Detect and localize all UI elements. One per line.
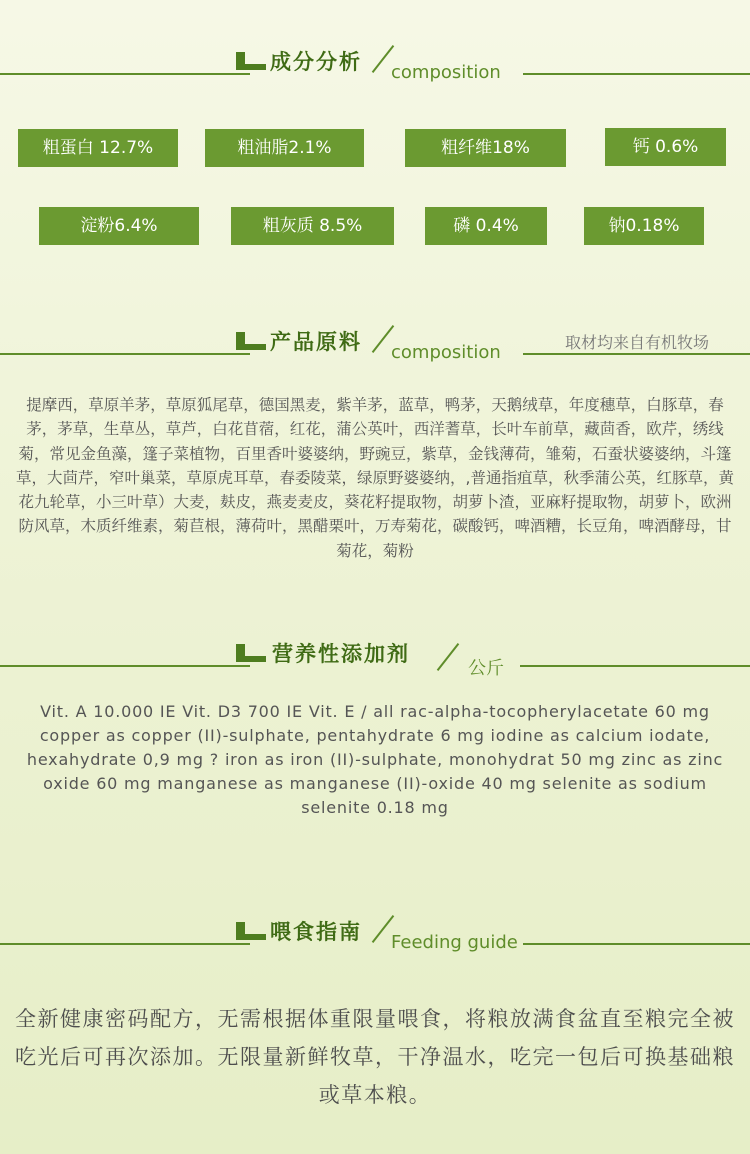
nutrient-badge: 淀粉6.4% (39, 207, 199, 245)
bracket-icon (236, 644, 266, 662)
header-line-left (0, 665, 250, 667)
nutrient-badge: 粗蛋白 12.7% (18, 129, 178, 167)
slash-divider (437, 643, 460, 671)
feeding-text: 全新健康密码配方，无需根据体重限量喂食，将粮放满食盆直至粮完全被吃光后可再次添加。无限量新鲜牧草，干净温水，吃完一包后可换基础粮或草本粮。 (15, 1007, 735, 1107)
section-subtitle: composition (391, 62, 501, 83)
composition-header (0, 40, 750, 100)
ingredients-header (0, 320, 750, 380)
header-line-right (523, 943, 750, 945)
bracket-icon (236, 922, 266, 940)
nutrient-badge: 钙 0.6% (605, 128, 726, 166)
header-line-right (523, 73, 750, 75)
bracket-icon (236, 332, 266, 350)
section-subtitle: composition (391, 342, 501, 363)
nutrient-badge: 钠0.18% (584, 207, 704, 245)
bracket-icon (236, 52, 266, 70)
section-subtitle: Feeding guide (391, 932, 518, 953)
nutrient-badge: 粗油脂2.1% (205, 129, 364, 167)
section-title: 产品原料 (270, 330, 362, 354)
additives-text: Vit. A 10.000 IE Vit. D3 700 IE Vit. E / all rac-alpha-tocopherylacetate 60 mg copper as copper (II)-sulphate, pentahydrate 6 mg iodine as calcium iodate, hexahydrate 0,9 mg ? iron as iron (II)-sulphate, monohydrat 50 mg zinc as zinc oxide 60 mg manganese as manganese (II)-oxide 40 mg selenite as sodium selenite 0.18 mg (26, 702, 724, 817)
ingredients-text: 提摩西，草原羊茅，草原狐尾草，德国黑麦，紫羊茅，蓝草，鸭茅，天鹅绒草，年度穗草，白豚草，春茅，茅草，生草丛，草芦，白花苜蓿，红花，蒲公英叶，西洋蓍草，长叶车前草，藏茴香，欧芹，绣线菊，常见金鱼藻，篷子菜植物，百里香叶婆婆纳，野豌豆，紫草，金钱薄荷，雏菊，石蚕状婆婆纳，斗篷草，大茴芹，窄叶巢菜，草原虎耳草，春委陵菜，绿原野婆婆纳，,普通指疽草，秋季蒲公英，红豚草，黄花九轮草，小三叶草）大麦，麸皮，燕麦麦皮，葵花籽提取物，胡萝卜渣，亚麻籽提取物，胡萝卜，欧洲防风草，木质纤维素，菊苣根，薄荷叶，黑醋栗叶，万寿菊花，碳酸钙，啤酒糟，长豆角，啤酒酵母，甘菊花，菊粉 (16, 396, 734, 560)
section-title: 喂食指南 (270, 920, 362, 944)
additives-header (0, 632, 750, 692)
section-subtitle: 公斤 (468, 658, 504, 679)
section-title: 成分分析 (270, 50, 362, 74)
organic-note: 取材均来自有机牧场 (565, 333, 710, 352)
nutrient-badge: 粗灰质 8.5% (231, 207, 394, 245)
header-line-right (520, 665, 750, 667)
header-line-right (523, 353, 750, 355)
header-line-left (0, 353, 250, 355)
section-title: 营养性添加剂 (272, 642, 410, 666)
nutrient-badge: 磷 0.4% (425, 207, 547, 245)
header-line-left (0, 73, 250, 75)
nutrient-badge: 粗纤维18% (405, 129, 566, 167)
feeding-header (0, 910, 750, 970)
header-line-left (0, 943, 250, 945)
